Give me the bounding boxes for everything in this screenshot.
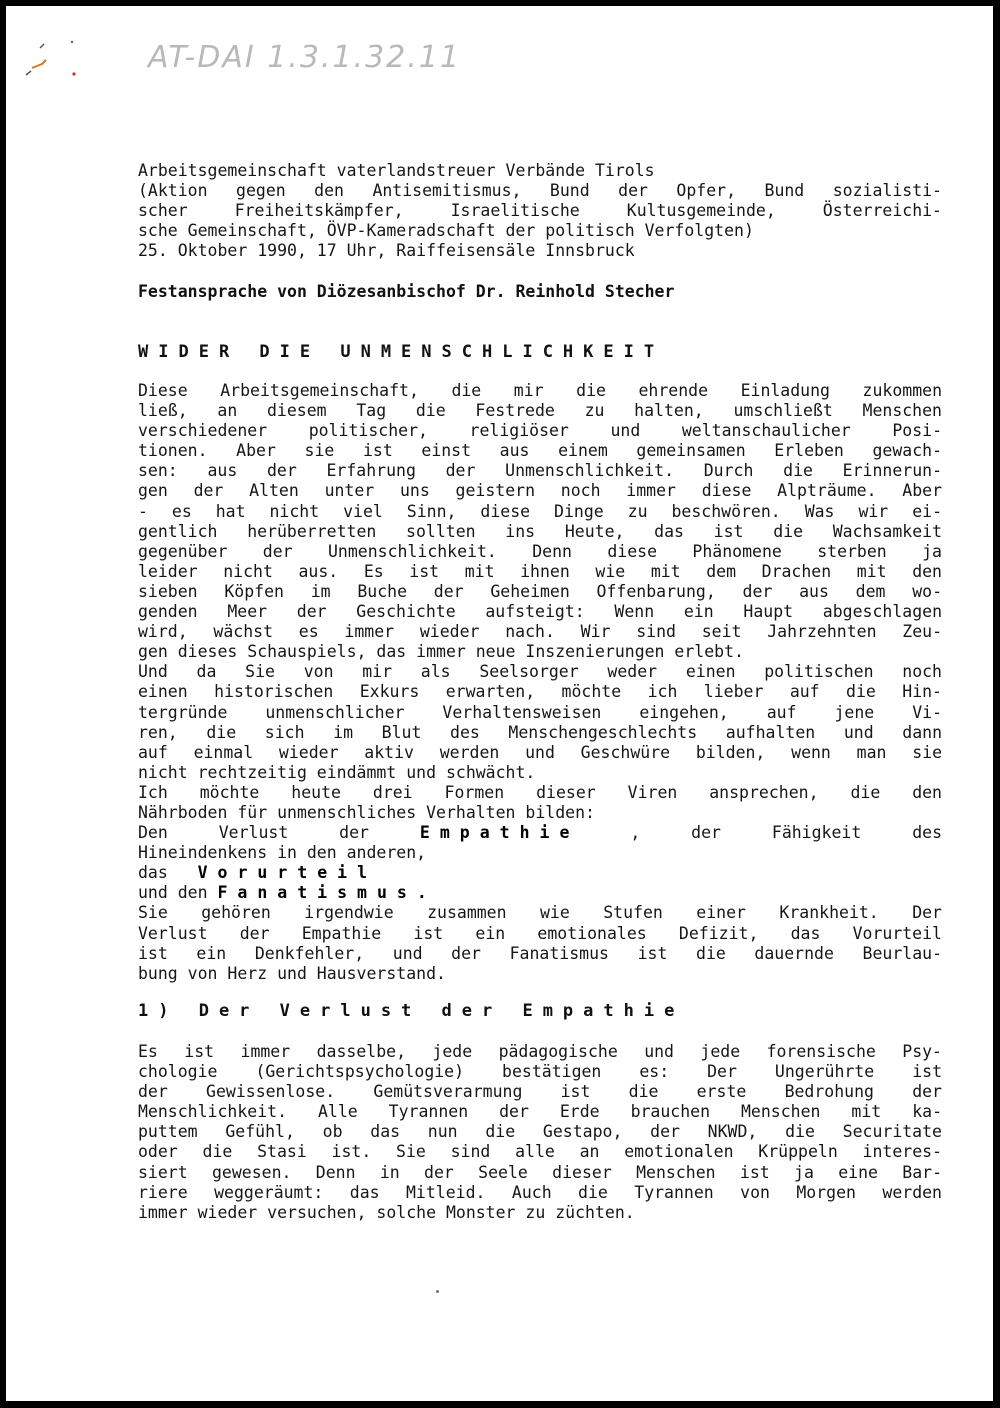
forms-line-fanatismus — [138, 883, 942, 903]
body-line: ren, die sich im Blut des Menschengeschlechts aufhalten und dann — [138, 722, 942, 742]
body-line: tionen. Aber sie ist einst aus einem gemeinsamen Erleben gewach- — [138, 441, 942, 461]
header-line: scher Freiheitskämpfer, Israelitische Kultusgemeinde, Österreichi- — [138, 201, 942, 221]
body-line: bung von Herz und Hausverstand. — [138, 963, 446, 983]
body-line: ist ein Denkfehler, und der Fanatismus ist die dauernde Beurlau- — [138, 943, 942, 963]
body-line: Sie gehören irgendwie zusammen wie Stufen einer Krankheit. Der — [138, 903, 942, 923]
body-line: sen: aus der Erfahrung der Unmenschlichkeit. Durch die Erinnerun- — [138, 461, 942, 481]
body-line: Menschlichkeit. Alle Tyrannen der Erde brauchen Menschen mit ka- — [138, 1102, 942, 1122]
body-line: Ich möchte heute drei Formen dieser Viren ansprechen, die den — [138, 782, 942, 802]
keyword-fanatismus: Fanatismus. — [217, 883, 437, 903]
body-line: siert gewesen. Denn in der Seele dieser Menschen ist ja eine Bar- — [138, 1162, 942, 1182]
forms-line-empathie — [138, 823, 942, 843]
archive-id-stamp: AT-DAI 1.3.1.32.11 — [148, 40, 461, 75]
organizer-header — [138, 161, 942, 261]
body-line: riere weggeräumt: das Mitleid. Auch die Tyrannen von Morgen werden — [138, 1182, 942, 1202]
body-line: Hineindenkens in den anderen, — [138, 843, 427, 863]
scan-mark-icon — [18, 30, 78, 90]
body-line: genden Meer der Geschichte aufsteigt: Wenn ein Haupt abgeschlagen — [138, 602, 942, 622]
speech-title: Festansprache von Diözesanbischof Dr. Reinhold Stecher — [138, 282, 675, 301]
body-line: gen dieses Schauspiels, das immer neue Inszenierungen erlebt. — [138, 642, 744, 662]
body-line: ließ, an diesem Tag die Festrede zu halten, umschließt Menschen — [138, 401, 942, 421]
body-line: Diese Arbeitsgemeinschaft, die mir die ehrende Einladung zukommen — [138, 381, 942, 400]
scan-speck — [436, 1290, 439, 1293]
header-line: 25. Oktober 1990, 17 Uhr, Raiffeisensäle Innsbruck — [138, 241, 635, 261]
keyword-vorurteil: Vorurteil — [197, 863, 378, 883]
body-line: oder die Stasi ist. Sie sind alle an emotionalen Krüppeln interes- — [138, 1142, 942, 1162]
intro-body — [138, 381, 942, 984]
body-line: einen historischen Exkurs erwarten, möchte ich lieber auf die Hin- — [138, 682, 942, 702]
forms-line-vorurteil — [138, 863, 942, 883]
body-line: nicht rechtzeitig eindämmt und schwächt. — [138, 762, 536, 782]
section-heading: 1) Der Verlust der Empathie — [138, 1001, 685, 1021]
body-line: gegenüber der Unmenschlichkeit. Denn diese Phänomene sterben ja — [138, 541, 942, 561]
body-line: der Gewissenlose. Gemütsverarmung ist die erste Bedrohung der — [138, 1082, 942, 1102]
body-line: gentlich herüberretten sollten ins Heute, das ist die Wachsamkeit — [138, 521, 942, 541]
body-line: verschiedener politischer, religiöser und weltanschaulicher Posi- — [138, 421, 942, 441]
body-line: - es hat nicht viel Sinn, diese Dinge zu beschwören. Was wir ei- — [138, 501, 942, 521]
section1-body — [138, 1042, 942, 1223]
header-line: Arbeitsgemeinschaft vaterlandstreuer Verbände Tirols — [138, 161, 655, 180]
body-line: tergründe unmenschlicher Verhaltensweisen eingehen, auf jene Vi- — [138, 702, 942, 722]
text-run: und den — [138, 883, 208, 903]
text-run: , der Fähigkeit des — [630, 823, 943, 843]
body-line: auf einmal wieder aktiv werden und Geschwüre bilden, wenn man sie — [138, 742, 942, 762]
body-line: chologie (Gerichtspsychologie) bestätigen es: Der Ungerührte ist — [138, 1062, 942, 1082]
body-line: leider nicht aus. Es ist mit ihnen wie mit dem Drachen mit den — [138, 561, 942, 581]
body-line: wird, wächst es immer wieder nach. Wir sind seit Jahrzehnten Zeu- — [138, 622, 942, 642]
body-line: sieben Köpfen im Buche der Geheimen Offenbarung, der aus dem wo- — [138, 581, 942, 601]
body-line: gen der Alten unter uns geistern noch immer diese Alpträume. Aber — [138, 481, 942, 501]
body-line: immer wieder versuchen, solche Monster zu züchten. — [138, 1202, 635, 1222]
header-line: sche Gemeinschaft, ÖVP-Kameradschaft der politisch Verfolgten) — [138, 221, 754, 241]
body-line: puttem Gefühl, ob das nun die Gestapo, der NKWD, die Securitate — [138, 1122, 942, 1142]
body-line: Verlust der Empathie ist ein emotionales Defizit, das Vorurteil — [138, 923, 942, 943]
body-line: Es ist immer dasselbe, jede pädagogische und jede forensische Psy- — [138, 1042, 942, 1061]
body-line: Und da Sie von mir als Seelsorger weder einen politischen noch — [138, 662, 942, 682]
body-line: Nährboden für unmenschliches Verhalten bilden: — [138, 802, 595, 822]
text-run: das — [138, 863, 168, 883]
keyword-empathie: Empathie — [419, 823, 580, 843]
main-title: WIDER DIE UNMENSCHLICHKEIT — [138, 342, 665, 362]
text-run: Den Verlust der — [138, 823, 369, 843]
header-line: (Aktion gegen den Antisemitismus, Bund der Opfer, Bund sozialisti- — [138, 181, 942, 201]
